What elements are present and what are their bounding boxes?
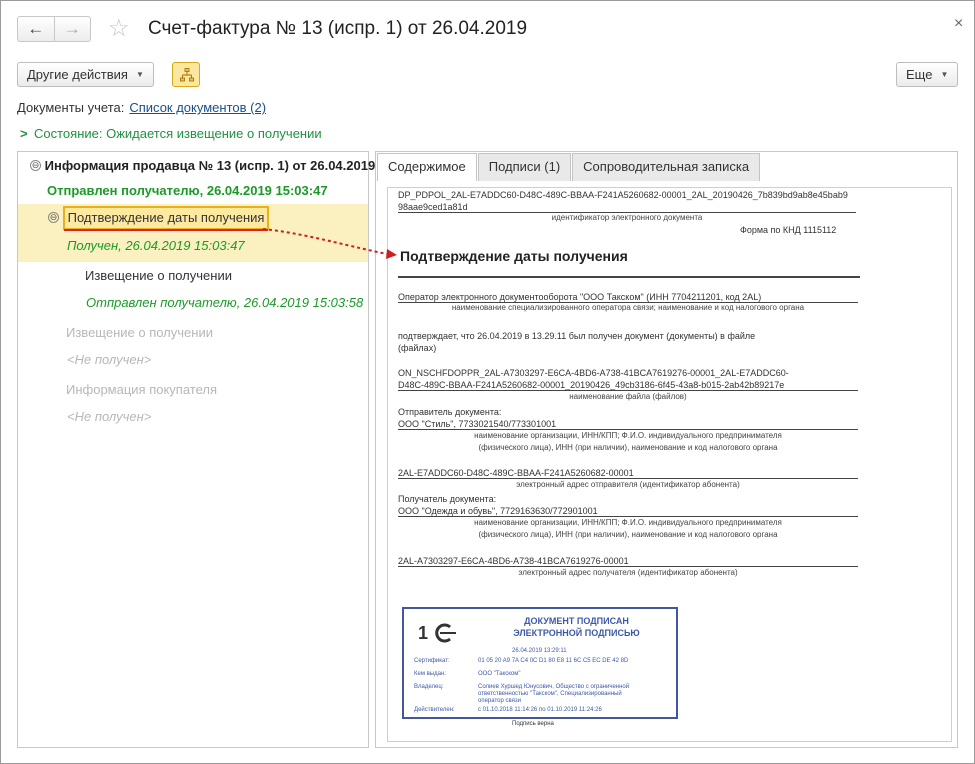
tree-node-label: <Не получен> — [67, 352, 152, 367]
form-code: Форма по КНД 1115112 — [740, 225, 837, 235]
tree-node-status[interactable] — [18, 346, 368, 374]
1c-logo-icon — [418, 622, 458, 644]
more-button[interactable] — [896, 62, 958, 87]
content-panel — [375, 151, 958, 748]
sender-label: Отправитель документа: — [398, 407, 502, 417]
tree-node-status[interactable] — [18, 177, 368, 205]
tree-node-label: <Не получен> — [67, 409, 152, 424]
tree-node-notice[interactable] — [18, 262, 368, 290]
more-label: Еще — [906, 67, 933, 82]
close-icon[interactable]: × — [954, 15, 964, 32]
document-structure-button[interactable] — [172, 62, 200, 87]
tree-node-notice[interactable] — [18, 319, 368, 347]
stamp-value: с 01.10.2018 11:14:26 по 01.10.2019 11:24:26 — [478, 707, 602, 713]
caption: наименование файла (файлов) — [569, 392, 687, 401]
file-name-continued: D48C-489C-BBAA-F241A5260682-00001_20190426_49cb3186-6f45-43a8-b015-2ab42b89217e — [398, 380, 785, 390]
receiver-label: Получатель документа: — [398, 494, 497, 504]
arrow-left-icon: ← — [27, 19, 45, 38]
stamp-label: Владелец: — [414, 684, 444, 690]
tree-node-status[interactable] — [18, 403, 368, 431]
stamp-label: Кем выдан: — [414, 671, 446, 677]
document-heading: Подтверждение даты получения — [400, 248, 628, 264]
stamp-label: Сертификат: — [414, 658, 450, 664]
tree-node-label: Отправлен получателю, 26.04.2019 15:03:47 — [47, 183, 328, 198]
signature-stamp — [402, 607, 678, 719]
stamp-date: 26.04.2019 13:29:11 — [512, 648, 567, 654]
status-text: Состояние: Ожидается извещение о получении — [34, 126, 322, 141]
caption: (физического лица), ИНН (при наличии), наименование и код налогового органа — [478, 530, 778, 539]
file-name: ON_NSCHFDOPPR_2AL-A7303297-E6CA-4BD6-A738-41BCA7619276-00001_2AL-E7ADDC60- — [398, 368, 789, 378]
signature-verified: Подпись верна — [512, 721, 554, 727]
caption: наименование организации, ИНН/КПП; Ф.И.О. индивидуального предпринимателя — [474, 431, 782, 440]
documents-label: Документы учета: — [17, 100, 125, 115]
arrow-right-icon: → — [63, 19, 81, 38]
caption: идентификатор электронного документа — [551, 213, 703, 222]
tab-cover-note[interactable]: Сопроводительная записка — [572, 153, 760, 181]
document-id-continued: 98aae9ced1a81d — [398, 202, 468, 212]
sender-address: 2AL-E7ADDC60-D48C-489C-BBAA-F241A5260682-00001 — [398, 468, 634, 478]
caption: наименование специализированного оператора связи; наименование и код налогового органа — [451, 303, 805, 312]
documents-row — [17, 100, 266, 115]
caption: (физического лица), ИНН (при наличии), наименование и код налогового органа — [478, 443, 778, 452]
tree-node-seller-info[interactable] — [18, 152, 376, 180]
tab-bar — [377, 153, 761, 181]
tree-node-status[interactable] — [18, 289, 368, 317]
confirmation-text-continued: (файлах) — [398, 343, 437, 353]
underline — [398, 516, 858, 517]
back-button[interactable] — [18, 17, 54, 41]
stamp-value: 01 05 20 A9 7A C4 0C D1 80 E8 11 6C C5 EC DE 42 8D — [478, 658, 629, 664]
collapse-icon[interactable]: ⊖ — [49, 212, 58, 223]
other-actions-label: Другие действия — [27, 67, 128, 82]
chevron-down-icon: ▼ — [940, 70, 949, 79]
operator: Оператор электронного документооборота "ООО Такском" (ИНН 7704211201, код 2AL) — [398, 292, 762, 302]
tree-node-label: Извещение о получении — [66, 325, 213, 340]
status-group[interactable] — [20, 126, 322, 141]
tree-node-label: Информация покупателя — [66, 382, 218, 397]
underline — [398, 429, 858, 430]
confirmation-text: подтверждает, что 26.04.2019 в 13.29.11 был получен документ (документы) в файле — [398, 331, 756, 341]
sender: ООО "Стиль", 7733021540/773301001 — [398, 419, 557, 429]
other-actions-button[interactable] — [17, 62, 154, 87]
favorite-star-icon[interactable]: ☆ — [108, 15, 130, 42]
stamp-title: ДОКУМЕНТ ПОДПИСАН — [524, 616, 629, 626]
tree-node-label: Получен, 26.04.2019 15:03:47 — [67, 238, 245, 253]
caption: электронный адрес получателя (идентификатор абонента) — [518, 568, 738, 577]
navigation-buttons — [17, 16, 91, 42]
stamp-value: Солиев Хуршед Юнусович, Общество с ограниченной — [478, 684, 630, 690]
collapse-icon[interactable]: ⊖ — [31, 160, 40, 171]
receiver: ООО "Одежда и обувь", 7729163630/772901001 — [398, 506, 598, 516]
stamp-label: Действителен: — [414, 707, 455, 713]
chevron-right-icon: > — [20, 126, 28, 141]
document-preview — [387, 187, 952, 742]
receiver-address: 2AL-A7303297-E6CA-4BD6-A738-41BCA7619276-00001 — [398, 556, 629, 566]
stamp-value: ООО "Такском" — [478, 671, 521, 677]
hierarchy-icon — [180, 68, 194, 82]
documents-list-link[interactable]: Список документов (2) — [129, 100, 267, 115]
svg-text:1: 1 — [418, 623, 429, 643]
heading-rule — [398, 276, 860, 278]
forward-button[interactable] — [54, 17, 91, 41]
caption: наименование организации, ИНН/КПП; Ф.И.О. индивидуального предпринимателя — [474, 518, 782, 527]
tree-node-label: Подтверждение даты получения — [63, 206, 270, 230]
stamp-subtitle: ЭЛЕКТРОННОЙ ПОДПИСЬЮ — [513, 628, 640, 638]
underline — [398, 390, 858, 391]
tab-content[interactable]: Содержимое — [377, 153, 477, 181]
document-id: DP_PDPOL_2AL-E7ADDC60-D48C-489C-BBAA-F241A5260682-00001_2AL_20190426_7b839bd9ab8e45bab9 — [398, 190, 848, 200]
tree-node-label: Информация продавца № 13 (испр. 1) от 26.04.2019 — [44, 158, 376, 173]
underline — [398, 478, 858, 479]
page-title: Счет-фактура № 13 (испр. 1) от 26.04.2019 — [148, 18, 528, 39]
annotation-arrow — [263, 223, 403, 263]
tree-node-label: Извещение о получении — [85, 268, 232, 283]
tab-signatures[interactable]: Подписи (1) — [478, 153, 571, 181]
stamp-value: оператор связи — [478, 698, 521, 704]
underline — [398, 566, 858, 567]
caption: электронный адрес отправителя (идентификатор абонента) — [516, 480, 740, 489]
stamp-value: ответственностью "Такском", Специализированный — [478, 691, 622, 697]
tree-node-buyer-info[interactable] — [18, 376, 368, 404]
chevron-down-icon: ▼ — [135, 70, 144, 79]
tree-node-label: Отправлен получателю, 26.04.2019 15:03:58 — [86, 295, 364, 310]
